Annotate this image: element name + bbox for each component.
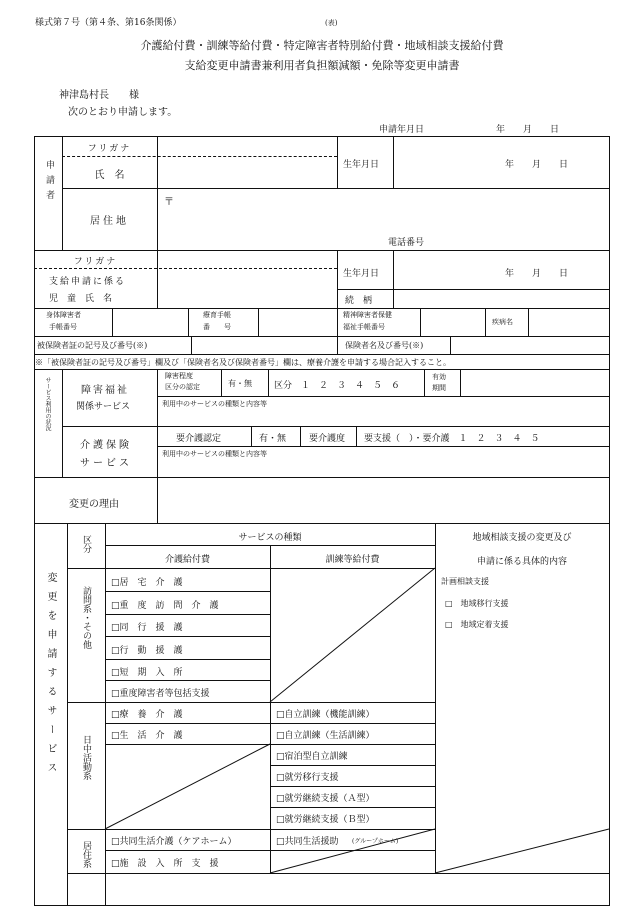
insurer-no-label: 保険者名及び番号(※)	[345, 341, 424, 350]
applicant-name-label: 氏 名	[94, 170, 125, 181]
side-marker: (表)	[325, 19, 338, 27]
kunren-header: 訓練等給付費	[325, 555, 380, 565]
service-item: □短 期 入 所	[111, 668, 183, 678]
kubun-label: 区分	[81, 535, 91, 553]
disability-cert-label-2: 手帳番号	[49, 323, 77, 331]
postal-mark: 〒	[164, 197, 174, 208]
child-dob-label: 生年月日	[343, 269, 380, 279]
request-text: 次のとおり申請します。	[68, 107, 178, 118]
service-item: □就労継続支援（Ｂ型）	[276, 815, 375, 825]
ryoiku-label-1: 療育手帳	[203, 311, 231, 319]
chiiki-sub-label: 計画相談支援	[441, 577, 489, 586]
care-service-line2: サービス	[80, 458, 132, 469]
ids-note: ※「被保険者証の記号及び番号」欄及び「保険者名及び保険者番号」欄は、療養介護を申請する場合記入すること。	[35, 358, 451, 367]
care-degree-label: 要介護度	[309, 434, 346, 444]
service-item: □自立訓練（生活訓練）	[276, 731, 375, 741]
service-item: □共同生活介護（ケアホーム）	[111, 837, 237, 847]
applicant-furigana-label: フリガナ	[87, 144, 132, 154]
in-use-welfare: 利用中のサービスの種類と内容等	[162, 400, 267, 408]
service-item: □行 動 援 護	[111, 646, 183, 656]
form-number: 様式第７号（第４条、第16条関係）	[35, 18, 182, 28]
service-item: □同 行 援 護	[111, 623, 183, 633]
care-levels: 要支援（ ）・要介護 １ ２ ３ ４ ５	[364, 434, 540, 444]
form-title-line1: 介護給付費・訓練等給付費・特定障害者特別給付費・地域相談支援給付費	[140, 39, 504, 52]
service-item: □療 養 介 護	[111, 710, 183, 720]
welfare-service-line2: 関係サービス	[76, 402, 131, 412]
service-status-side-label: サービス利用の状況	[44, 377, 51, 431]
insured-no-label: 被保険者証の記号及び番号(※)	[37, 341, 148, 350]
applicant-dob-fields: 年 月 日	[505, 160, 569, 170]
valid-label-1: 有効	[432, 373, 446, 381]
care-yes-no: 有・無	[259, 434, 287, 444]
category-nicchu: 日中活動系	[81, 735, 91, 780]
category-kyoju: 居住系	[81, 841, 91, 868]
chiiki-item-2: □ 地域定着支援	[445, 620, 509, 629]
applicant-address-label: 居住地	[90, 216, 129, 227]
disease-label: 疾病名	[492, 318, 513, 326]
phone-label: 電話番号	[388, 238, 425, 248]
service-item: □宿泊型自立訓練	[276, 752, 348, 762]
ryoiku-label-2: 番 号	[203, 323, 231, 331]
child-dob-fields: 年 月 日	[505, 269, 569, 279]
child-relation-label: 続 柄	[345, 296, 373, 306]
valid-label-2: 期間	[432, 384, 446, 392]
applicant-section-label: 申請者	[44, 160, 54, 205]
child-label-line1: 支給申請に係る	[49, 277, 127, 287]
welfare-service-line1: 障害福祉	[81, 385, 129, 396]
degree-label-1: 障害程度	[165, 372, 193, 380]
change-reason-label: 変更の理由	[69, 499, 119, 510]
form-title-line2: 支給変更申請書兼利用者負担額減額・免除等変更申請書	[184, 59, 460, 72]
mental-cert-label-2: 福祉手帳番号	[343, 323, 385, 331]
chiiki-item-1: □ 地域移行支援	[445, 599, 509, 608]
chiiki-header-line2: 申請に係る具体的内容	[476, 557, 567, 567]
disability-cert-label-1: 身体障害者	[46, 311, 81, 319]
child-furigana-label: フリガナ	[73, 257, 118, 267]
service-item-sub: (グループホーム)	[352, 838, 399, 845]
service-item: □共同生活援助	[276, 837, 339, 847]
mental-cert-label-1: 精神障害者保健	[343, 311, 392, 319]
services-side-label: 変更を申請するサービス	[45, 572, 56, 781]
degree-label-2: 区分の認定	[165, 383, 200, 391]
child-label-line2: 児 童 氏 名	[49, 294, 113, 304]
care-service-line1: 介護保険	[80, 440, 132, 451]
degree-yes-no: 有・無	[228, 379, 252, 388]
service-item: □居 宅 介 護	[111, 578, 183, 588]
chiiki-header-line1: 地域相談支援の変更及び	[472, 533, 572, 543]
addressee: 神津島村長 様	[59, 90, 139, 101]
service-types-header: サービスの種類	[238, 533, 302, 543]
service-item: □重度障害者等包括支援	[111, 689, 210, 699]
service-item: □施 設 入 所 支 援	[111, 859, 219, 869]
category-homon: 訪問系・その他	[81, 586, 91, 649]
service-item: □就労移行支援	[276, 773, 339, 783]
kaigo-header: 介護給付費	[164, 555, 210, 565]
service-item: □生 活 介 護	[111, 731, 183, 741]
in-use-care: 利用中のサービスの種類と内容等	[162, 450, 267, 458]
service-item: □重 度 訪 問 介 護	[111, 601, 219, 611]
care-cert-label: 要介護認定	[176, 434, 222, 444]
service-item: □就労継続支援（Ａ型）	[276, 794, 375, 804]
apply-date-label: 申請年月日	[379, 125, 425, 135]
apply-date-fields: 年 月 日	[496, 125, 560, 135]
category-options: 区分 １ ２ ３ ４ ５ ６	[274, 381, 401, 391]
applicant-dob-label: 生年月日	[343, 160, 380, 170]
service-item: □自立訓練（機能訓練）	[276, 710, 375, 720]
